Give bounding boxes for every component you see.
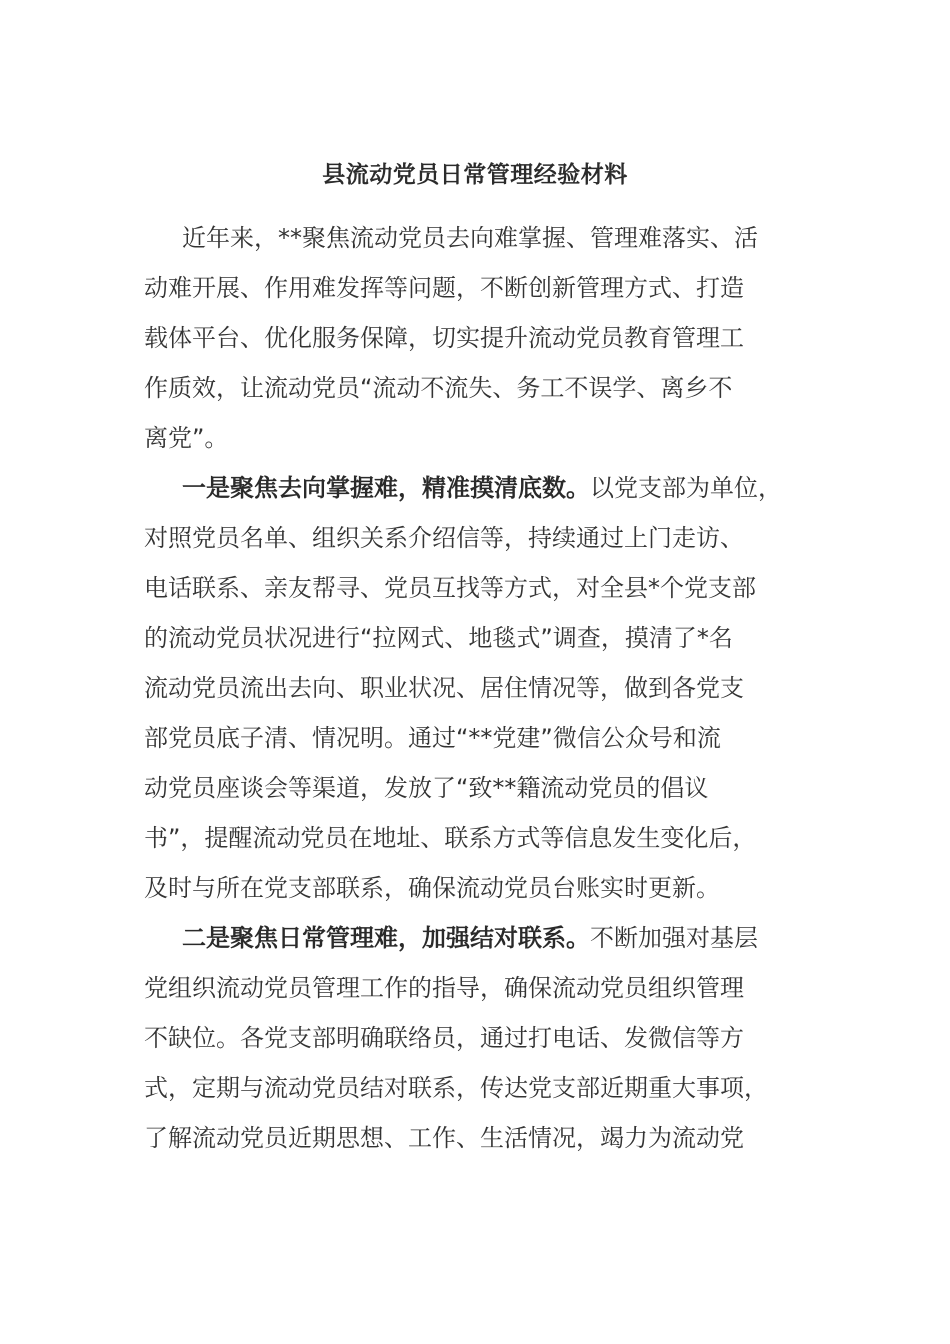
paragraph-line: 式，定期与流动党员结对联系，传达党支部近期重大事项， — [144, 1074, 768, 1102]
paragraph-line: 党组织流动党员管理工作的指导，确保流动党员组织管理 — [144, 974, 744, 1002]
paragraph-first-line — [144, 913, 816, 963]
paragraph-line: 对照党员名单、组织关系介绍信等，持续通过上门走访、 — [144, 524, 744, 552]
paragraph-line: 的流动党员状况进行“拉网式、地毯式”调查，摸清了*名 — [144, 624, 733, 652]
section-heading: 一是聚焦去向掌握难，精准摸清底数。 — [182, 474, 590, 502]
paragraph-line: 了解流动党员近期思想、工作、生活情况，竭力为流动党 — [144, 1124, 744, 1152]
section-heading: 二是聚焦日常管理难，加强结对联系。 — [182, 924, 590, 952]
document-title: 县流动党员日常管理经验材料 — [322, 162, 628, 188]
paragraph-line: 部党员底子清、情况明。通过“**党建”微信公众号和流 — [144, 724, 721, 752]
paragraph-line: 近年来，**聚焦流动党员去向难掌握、管理难落实、活 — [182, 224, 758, 252]
paragraph-line: 书”，提醒流动党员在地址、联系方式等信息发生变化后， — [144, 824, 757, 852]
paragraph-section-two — [144, 913, 816, 1163]
paragraph-first-line — [144, 463, 816, 513]
paragraph-line: 载体平台、优化服务保障，切实提升流动党员教育管理工 — [144, 324, 744, 352]
paragraph-line: 作质效，让流动党员“流动不流失、务工不误学、离乡不 — [144, 374, 733, 402]
paragraph-section-one — [144, 463, 816, 913]
paragraph-text: 不断加强对基层 — [590, 924, 758, 952]
paragraph-line: 不缺位。各党支部明确联络员，通过打电话、发微信等方 — [144, 1024, 744, 1052]
document-body — [144, 213, 816, 1163]
paragraph-line: 流动党员流出去向、职业状况、居住情况等，做到各党支 — [144, 674, 744, 702]
paragraph-line: 电话联系、亲友帮寻、党员互找等方式，对全县*个党支部 — [144, 574, 756, 602]
paragraph-intro — [144, 213, 816, 463]
paragraph-line: 动党员座谈会等渠道，发放了“致**籍流动党员的倡议 — [144, 774, 709, 802]
paragraph-line: 动难开展、作用难发挥等问题，不断创新管理方式、打造 — [144, 274, 744, 302]
paragraph-line: 及时与所在党支部联系，确保流动党员台账实时更新。 — [144, 874, 720, 902]
paragraph-line: 离党”。 — [144, 424, 229, 452]
paragraph-text: 以党支部为单位， — [590, 474, 782, 502]
